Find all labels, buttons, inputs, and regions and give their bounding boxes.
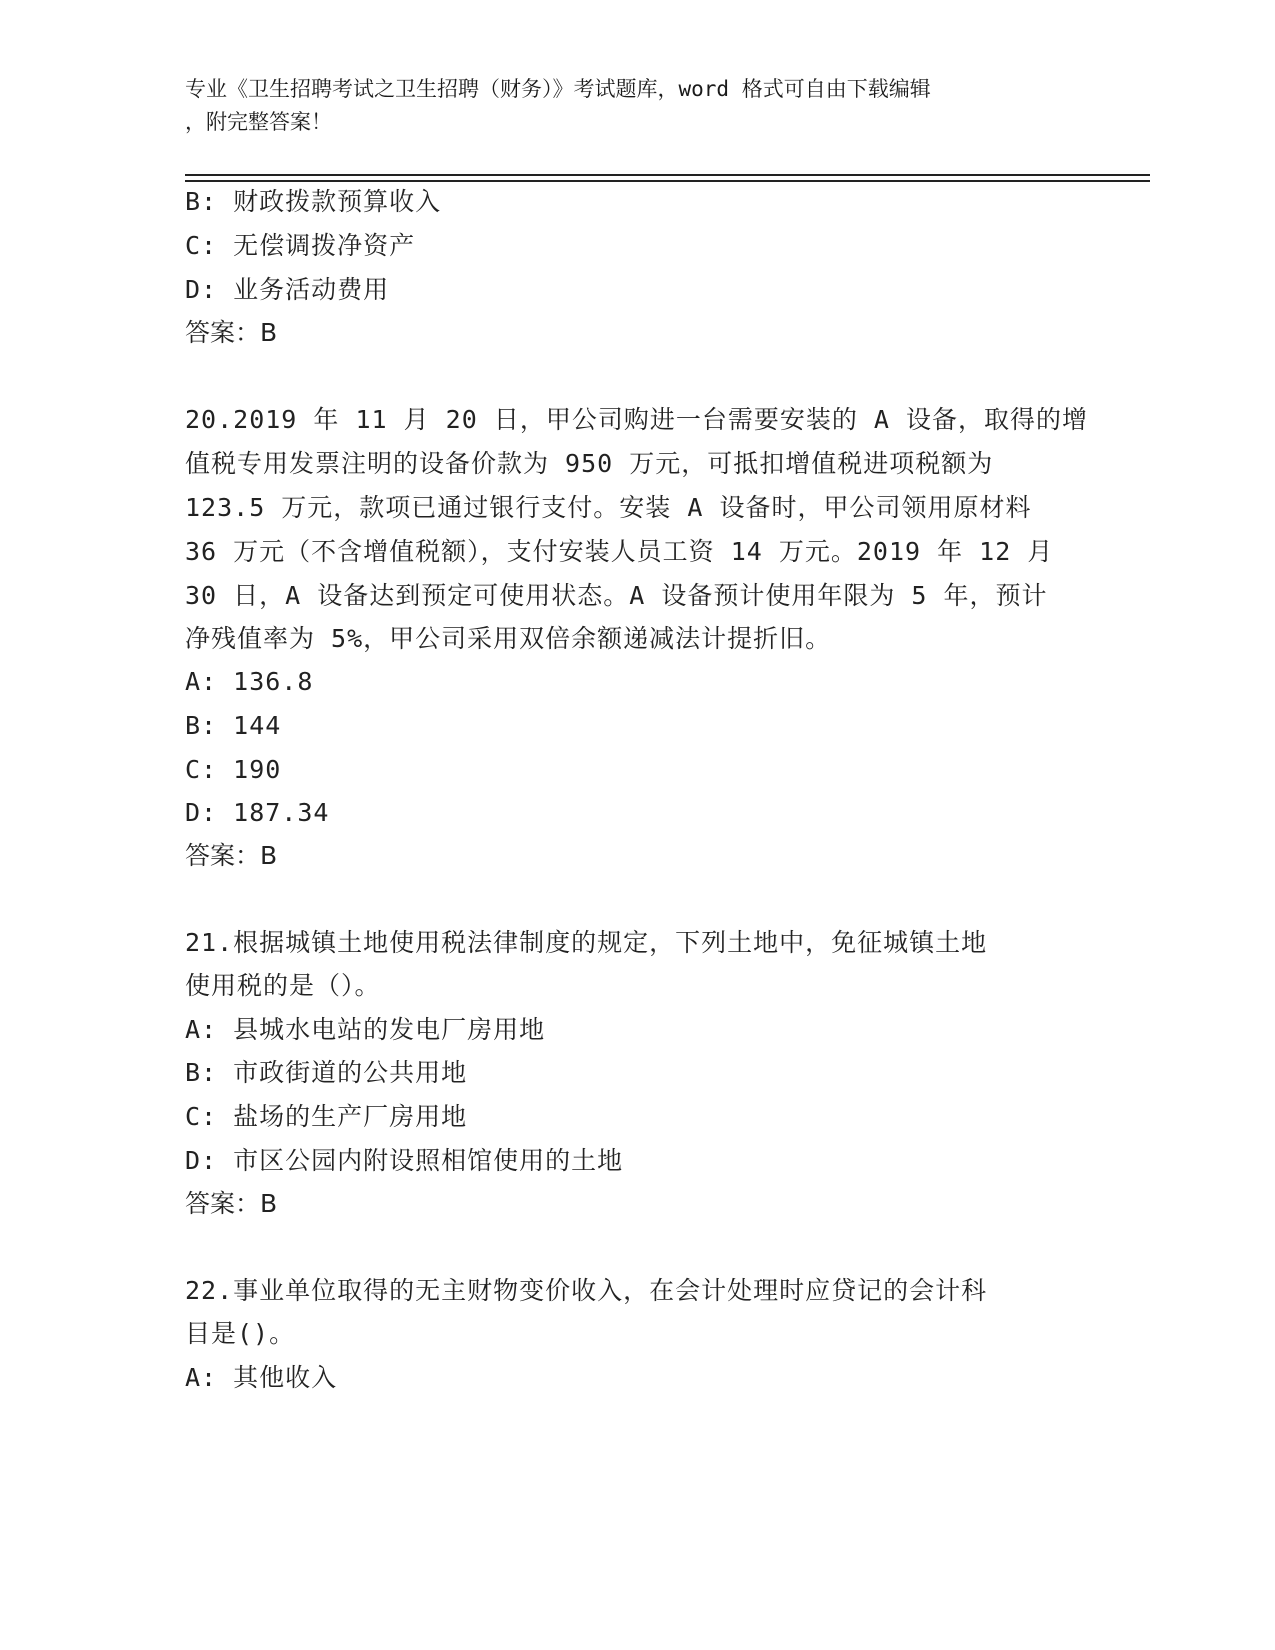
q20-option-a: A: 136.8 (185, 667, 314, 696)
q20-stem-line: 净残值率为 5%，甲公司采用双倍余额递减法计提折旧。 (185, 624, 832, 653)
header-line-1: 专业《卫生招聘考试之卫生招聘（财务）》考试题库，word 格式可自由下载编辑 (185, 77, 931, 101)
q21-option-c: C: 盐场的生产厂房用地 (185, 1102, 468, 1131)
q21-answer: 答案：B (185, 1189, 278, 1218)
q21-stem-line: 21.根据城镇土地使用税法律制度的规定，下列土地中，免征城镇土地 (185, 928, 988, 957)
header-rule-top (185, 174, 1150, 176)
q21-option-a: A: 县城水电站的发电厂房用地 (185, 1015, 546, 1044)
q19-option-b: B: 财政拨款预算收入 (185, 187, 442, 216)
q19-option-c: C: 无偿调拨净资产 (185, 231, 416, 260)
q20-stem-line: 36 万元（不含增值税额），支付安装人员工资 14 万元。2019 年 12 月 (185, 537, 1054, 566)
q20-stem-line: 20.2019 年 11 月 20 日，甲公司购进一台需要安装的 A 设备，取得的增 (185, 405, 1088, 434)
q22-stem-line: 22.事业单位取得的无主财物变价收入，在会计处理时应贷记的会计科 (185, 1276, 988, 1305)
page-header (185, 73, 1075, 139)
q21-option-b: B: 市政街道的公共用地 (185, 1058, 468, 1087)
q20-answer: 答案：B (185, 841, 278, 870)
q22-stem-line: 目是()。 (185, 1319, 296, 1348)
q19-answer: 答案：B (185, 318, 278, 347)
q20-stem-line: 值税专用发票注明的设备价款为 950 万元，可抵扣增值税进项税额为 (185, 449, 994, 478)
q20-option-d: D: 187.34 (185, 798, 330, 827)
q20-stem-line: 30 日，A 设备达到预定可使用状态。A 设备预计使用年限为 5 年，预计 (185, 581, 1048, 610)
q22-option-a: A: 其他收入 (185, 1363, 338, 1392)
q19-option-d: D: 业务活动费用 (185, 275, 390, 304)
q21-stem-line: 使用税的是（）。 (185, 971, 381, 1000)
q21-option-d: D: 市区公园内附设照相馆使用的土地 (185, 1146, 624, 1175)
q20-option-c: C: 190 (185, 755, 282, 784)
q20-stem-line: 123.5 万元，款项已通过银行支付。安装 A 设备时，甲公司领用原材料 (185, 493, 1032, 522)
q20-option-b: B: 144 (185, 711, 282, 740)
header-line-2: ，附完整答案！ (185, 110, 332, 134)
header-rule-bottom (185, 180, 1150, 182)
